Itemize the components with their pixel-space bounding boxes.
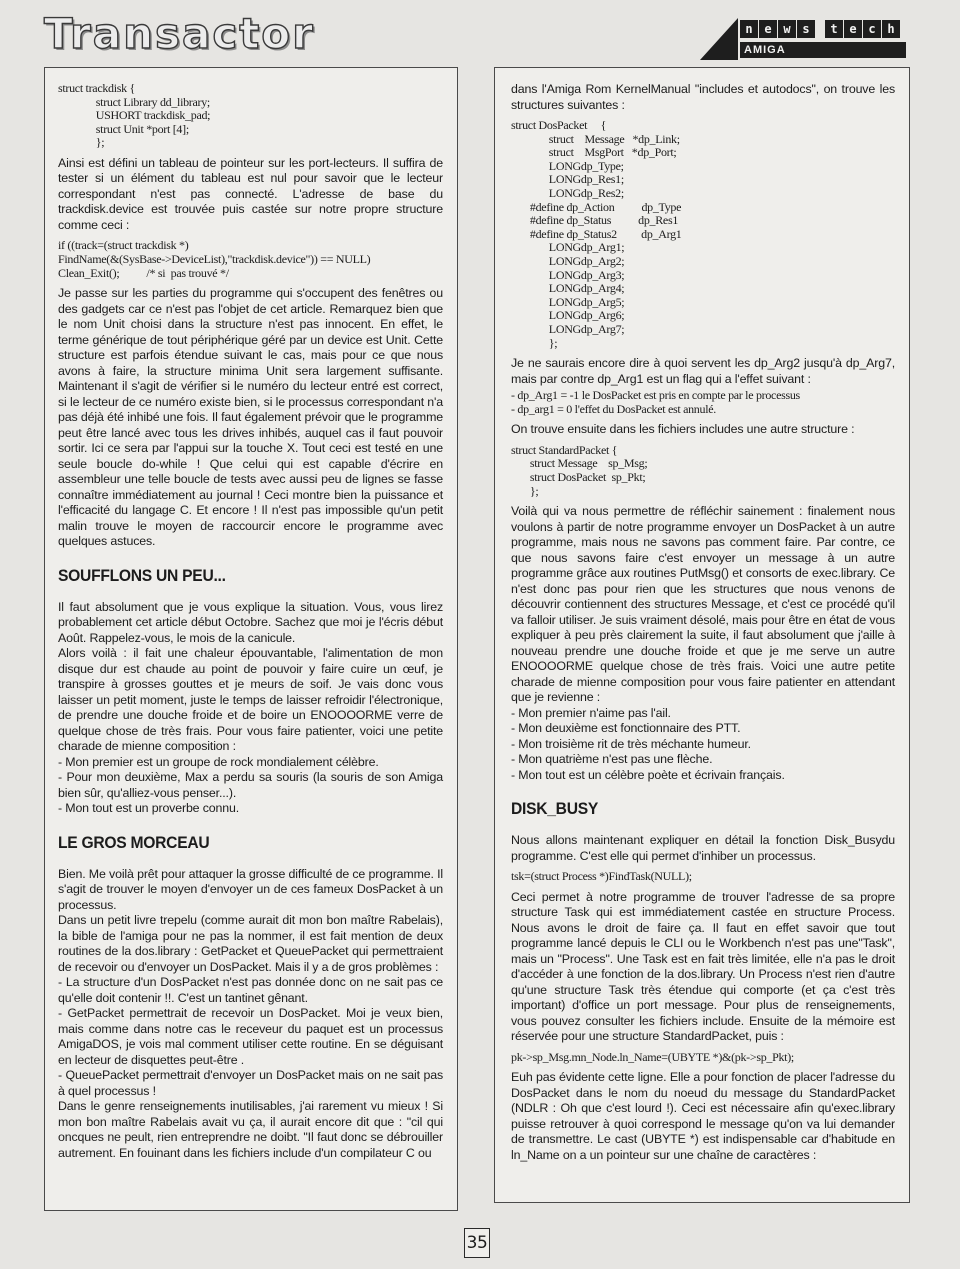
logo-letter: s (797, 20, 815, 38)
logo-subtitle: AMIGA (740, 42, 906, 58)
page-header (0, 0, 960, 64)
paragraph: On trouve ensuite dans les fichiers includes une autre structure : (511, 422, 855, 437)
logo-letter: e (759, 20, 777, 38)
left-column (44, 67, 458, 1211)
paragraph: Je ne saurais encore dire à quoi servent les dp_Arg2 jusqu'à dp_Arg7, mais par contre dp_Arg1 est un flag qui a l'effet suivant : (511, 356, 895, 386)
list-item: - Mon tout est un proverbe connu. (58, 801, 240, 816)
code-block: struct DosPacket { struct Message *dp_Link; struct MsgPort *dp_Port; LONGdp_Type; LONGdp_Res1; LONGdp_Res2; #define dp_Action dp_Type #define dp_Status dp_Res1 #define dp_Status2 dp_Arg1 LONGdp_Arg1; LONGdp_Arg2; LONGdp_Arg3; LONGdp_Arg4; LONGdp_Arg5; LONGdp_Arg6; LONGdp_Arg7; }; (511, 118, 682, 350)
section-heading: LE GROS MORCEAU (58, 832, 210, 852)
section-heading: DISK_BUSY (511, 799, 599, 819)
list-item: - Mon premier n'aime pas l'ail. (511, 705, 671, 720)
logo-letter: e (844, 20, 862, 38)
logo-letter: n (740, 20, 758, 38)
paragraph: dans l'Amiga Rom KernelManual "includes et autodocs", on trouve les structures suivantes : (511, 82, 895, 112)
code-block: tsk=(struct Process *)FindTask(NULL); (511, 869, 692, 884)
paragraph: Voilà qui va nous permettre de réfléchir sainement : finalement nous voulons à partir de notre programme envoyer un DosPacket à un autre programme, mais nous ne savons pas comment faire. Par contre, ce que nous savons faire c'est envoyer un message à un autre programme grâce aux routines PutMsg() et consorts de exec.library. Ce n'est donc pas pour rien que les structures que nous venons de découvrir contiennent des structures Message, et c'est ce procédé qu'il va falloir utiliser. Je suis vraiment désolé, mais pour être en état de vous expliquer à peu près clairement la suite, il faut absolument que j'aille à nouveau prendre une douche froide et que je me serve un autre ENOOOORME quelque chose de très frais. Voici une autre petite charade de mienne composition pour vous faire patienter en attendant que je revienne : (511, 504, 895, 705)
brand-title: Transactor (44, 9, 315, 58)
logo-letter: t (825, 20, 843, 38)
paragraph: Euh pas évidente cette ligne. Elle a pour fonction de placer l'adresse du DosPacket dans le nom du noeud du message du StandardPacket (NDLR : Oh que c'est lourd !). Ceci est nécessaire afin qu'exec.library puisse retrouver à quoi correspond le message qu'on va lui demander de transmettre. Le cast (UBYTE *) est indispensable car d'habitude en ln_Name on a un pointeur sur une chaîne de caractères : (511, 1070, 895, 1162)
code-block: if ((track=(struct trackdisk *) FindName(&(SysBase->DeviceList),"trackdisk.device")) == NULL) Clean_Exit(); /* si pas trouvé */ (58, 238, 371, 280)
list-item: - Mon troisième rit de très méchante humeur. (511, 736, 751, 751)
paragraph: Ainsi est défini un tableau de pointeur sur les port-lecteurs. Il suffira de tester si un élément du tableau est nul pour savoir que le lecteur correspondant n'est pas connecté. L'adresse de base du trackdisk.device est trouvée puis castée sur notre propre structure comme ceci : (58, 155, 443, 232)
code-block: struct StandardPacket { struct Message sp_Msg; struct DosPacket sp_Pkt; }; (511, 442, 648, 498)
paragraph: Dans un petit livre trepelu (comme aurait dit mon bon maître Rabelais), la bible de l'amiga pour ne pas la nommer, il est fait mention de deux routines de la dos.library : GetPacket et QueuePacket qui permettraient de recevoir ou d'envoyer un DosPacket. Mais il y a de gros problèmes : (58, 913, 443, 974)
paragraph: Alors voilà : il fait une chaleur épouvantable, l'alimentation de mon disque dur est chaude au point de pouvoir y faire cuire un œuf, je transpire à grosses gouttes et je meurs de soif. Je vais donc vous laisser un petit moment, juste le temps de laisser refroidir l'électronique, de prendre une douche froide et de boire un ENOOOORME verre de quelque chose de très frais. Pour vous faire patienter, voici une petite charade de mienne composition : (58, 646, 443, 754)
list-item: - Mon quatrième n'est pas une flèche. (511, 752, 713, 767)
logo-letter-boxes (740, 20, 901, 38)
code-block: - dp_Arg1 = -1 le DosPacket est pris en compte par le processus - dp_arg1 = 0 l'effet du DosPacket est annulé. (511, 388, 800, 416)
list-item: - Mon tout est un célèbre poète et écrivain français. (511, 767, 785, 782)
list-item: - Pour mon deuxième, Max a perdu sa souris (la souris de son Amiga bien sûr, qu'alliez-vous penser...). (58, 770, 443, 800)
list-item: - QueuePacket permettrait d'envoyer un DosPacket mais on ne sait pas à quel processus ! (58, 1068, 443, 1098)
paragraph: Je passe sur les parties du programme qui s'occupent des fenêtres ou des gadgets car ce n'est pas l'objet de cet article. Remarquez bien que le nom Unit choisi dans la structure n'est pas innocent. En effet, le terme générique de tout périphérique géré par un device est Unit. Cette structure est parfois étendue suivant le cas, mais pour ce que nous avons à faire, la structure minima Unit sera largement suffisante. Maintenant il s'agit de vérifier si le numéro du lecteur entré est correct, si le lecteur de ce numéro existe bien, si le processus correspondant n'a pas déjà été inhibé une fois. Il faut également prévoir que le programme peut être lancé avec tous les drives inhibés, auquel cas il faut pouvoir sortir. Ici ce sera par l'appui sur la touche X. Tout ceci est testé en une seule boucle do-while ! Que celui qui est capable d'écrire en assembleur une telle boucle de tests avec aussi peu de lignes se fasse connaître immédiatement au journal ! Ceci montre bien la puissance et l'efficacité du langage C. Et encore ! Il n'est pas impossible qu'un petit malin trouve le moyen de raccourcir encore le programme avec quelques astuces. (58, 286, 443, 549)
code-block: struct trackdisk { struct Library dd_library; USHORT trackdisk_pad; struct Unit *port [4]; }; (58, 81, 211, 150)
list-item: - GetPacket permettrait de recevoir un DosPacket. Moi je veux bien, mais comme dans notre cas le receveur du paquet est un processus AmigaDOS, je vois mal comment utiliser cette routine. En se déguisant en lecteur de disquettes peut-être . (58, 1006, 443, 1067)
list-item: - Mon deuxième est fonctionnaire des PTT. (511, 721, 741, 736)
paragraph: Nous allons maintenant expliquer en détail la fonction Disk_Busydu programme. C'est elle qui permet d'inhiber un processus. (511, 833, 895, 863)
paragraph: Ceci permet à notre programme de trouver l'adresse de sa propre structure Task qui est immédiatement castée en structure Process. Nous avons le droit de faire ça. Il faut en effet savoir que tout programme lancé depuis le CLI ou le Workbench n'est pas une"Task", mais un "Process". Une Task est en fait très limitée, elle n'a pas le droit d'accéder à une fonction de la dos.library. Un Process n'est rien d'autre qu'une structure Task très étendue qui comporte (et ça c'est très important) d'office un port message. Pour plus de renseignements, vous pouvez consulter les fichiers include. Ensuite de la mémoire est réservée pour une structure StandardPacket, puis : (511, 889, 895, 1044)
logo-letter: w (778, 20, 796, 38)
list-item: - Mon premier est un groupe de rock mondialement célèbre. (58, 754, 379, 769)
amiga-news-tech-logo (700, 18, 910, 60)
logo-triangle-icon (700, 18, 738, 60)
section-heading: SOUFFLONS UN PEU... (58, 565, 226, 585)
right-column (494, 67, 910, 1203)
paragraph: Dans le genre renseignements inutilisables, j'ai rarement vu mieux ! Si mon bon maître Rabelais avait vu ça, il aurait encore dit que : "cil qui oncques ne peult, rien entreprendre ne doibt. "Il faut donc se débrouiller autrement. En fouinant dans les fichiers include d'un compilateur C ou (58, 1099, 443, 1160)
list-item: - La structure d'un DosPacket n'est pas donnée donc on ne sait pas ce qu'elle doit contenir !!. C'est un tantinet gênant. (58, 975, 443, 1005)
logo-letter: c (863, 20, 881, 38)
paragraph: Il faut absolument que je vous explique la situation. Vous, vous lirez probablement cet article début Octobre. Sachez que moi je l'écris début Août. Rappelez-vous, le mois de la canicule. (58, 599, 443, 645)
page-number: 35 (464, 1228, 490, 1258)
paragraph: Bien. Me voilà prêt pour attaquer la grosse difficulté de ce programme. Il s'agit de trouver le moyen d'envoyer un de ces fameux DosPacket à un processus. (58, 866, 443, 912)
logo-letter: h (882, 20, 900, 38)
code-block: pk->sp_Msg.mn_Node.ln_Name=(UBYTE *)&(pk->sp_Pkt); (511, 1049, 794, 1064)
